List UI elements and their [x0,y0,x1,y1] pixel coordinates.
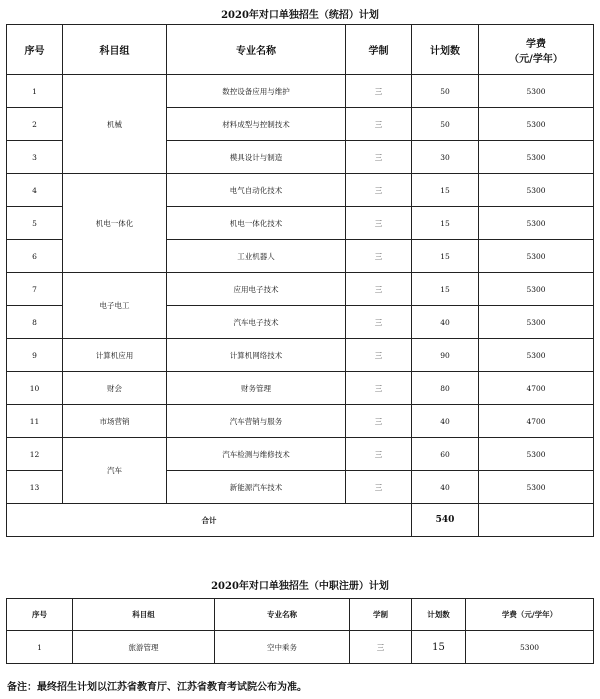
major-cell: 新能源汽车技术 [167,471,346,504]
plan-cell: 50 [412,75,479,108]
fee-cell: 4700 [479,372,594,405]
plan-cell: 50 [412,108,479,141]
fee-cell: 5300 [479,339,594,372]
duration-cell: 三 [346,240,412,273]
major-cell: 汽车电子技术 [167,306,346,339]
group-cell: 汽车 [63,438,167,504]
duration-cell: 三 [346,174,412,207]
table-row [7,75,594,108]
fee-cell: 5300 [479,75,594,108]
fee-cell: 5300 [479,306,594,339]
seq-cell: 2 [7,108,63,141]
seq-cell: 12 [7,438,63,471]
group-cell: 市场营销 [63,405,167,438]
group-cell: 计算机应用 [63,339,167,372]
duration-cell: 三 [346,108,412,141]
fee-cell: 5300 [479,240,594,273]
fee-cell: 5300 [479,108,594,141]
seq-cell: 4 [7,174,63,207]
table-row [7,438,594,471]
duration-cell: 三 [346,141,412,174]
table-row [7,631,594,664]
fee-cell: 5300 [479,141,594,174]
group-cell: 旅游管理 [73,631,215,664]
header-major: 专业名称 [167,25,346,75]
duration-cell: 三 [346,438,412,471]
duration-cell: 三 [350,631,412,664]
header-duration: 学制 [346,25,412,75]
table-row [7,339,594,372]
major-cell: 工业机器人 [167,240,346,273]
header-group: 科目组 [73,599,215,631]
plan-cell: 40 [412,306,479,339]
secondary-vocational-plan-table [6,598,594,664]
major-cell: 汽车检测与维修技术 [167,438,346,471]
duration-cell: 三 [346,75,412,108]
major-cell: 材料成型与控制技术 [167,108,346,141]
plan-cell: 15 [412,273,479,306]
seq-cell: 8 [7,306,63,339]
plan-cell: 15 [412,174,479,207]
header-plan: 计划数 [412,25,479,75]
seq-cell: 6 [7,240,63,273]
group-cell: 机电一体化 [63,174,167,273]
fee-cell: 5300 [466,631,594,664]
group-cell: 财会 [63,372,167,405]
duration-cell: 三 [346,471,412,504]
header-group: 科目组 [63,25,167,75]
plan-cell: 15 [412,240,479,273]
total-row [7,504,594,537]
major-cell: 空中乘务 [215,631,350,664]
total-value: 540 [412,504,479,537]
header-fee: 学费（元/学年） [466,599,594,631]
seq-cell: 3 [7,141,63,174]
fee-cell: 4700 [479,405,594,438]
seq-cell: 13 [7,471,63,504]
duration-cell: 三 [346,372,412,405]
duration-cell: 三 [346,339,412,372]
table2-header-row [7,599,594,631]
duration-cell: 三 [346,207,412,240]
duration-cell: 三 [346,273,412,306]
table-row [7,174,594,207]
plan-cell: 15 [412,207,479,240]
duration-cell: 三 [346,405,412,438]
plan-cell: 15 [412,631,466,664]
header-fee [479,25,594,75]
regular-admission-plan-table [6,24,594,537]
plan-cell: 40 [412,471,479,504]
major-cell: 电气自动化技术 [167,174,346,207]
seq-cell: 5 [7,207,63,240]
major-cell: 计算机网络技术 [167,339,346,372]
header-major: 专业名称 [215,599,350,631]
plan-cell: 60 [412,438,479,471]
header-duration: 学制 [350,599,412,631]
fee-cell: 5300 [479,207,594,240]
plan-cell: 30 [412,141,479,174]
major-cell: 财务管理 [167,372,346,405]
major-cell: 汽车营销与服务 [167,405,346,438]
major-cell: 模具设计与制造 [167,141,346,174]
major-cell: 机电一体化技术 [167,207,346,240]
header-seq: 序号 [7,25,63,75]
major-cell: 数控设备应用与维护 [167,75,346,108]
table2-title: 2020年对口单独招生（中职注册）计划 [211,581,389,592]
total-label: 合计 [7,504,412,537]
table1-header-row [7,25,594,75]
major-cell: 应用电子技术 [167,273,346,306]
header-fee-line1: 学费 [526,38,546,50]
plan-cell: 90 [412,339,479,372]
header-plan: 计划数 [412,599,466,631]
header-seq: 序号 [7,599,73,631]
table1-title: 2020年对口单独招生（统招）计划 [221,10,379,21]
plan-cell: 40 [412,405,479,438]
table-row [7,372,594,405]
fee-cell: 5300 [479,273,594,306]
group-cell: 电子电工 [63,273,167,339]
seq-cell: 1 [7,631,73,664]
table-row [7,405,594,438]
fee-cell: 5300 [479,471,594,504]
seq-cell: 9 [7,339,63,372]
duration-cell: 三 [346,306,412,339]
fee-cell: 5300 [479,174,594,207]
total-fee-empty [479,504,594,537]
seq-cell: 1 [7,75,63,108]
group-cell: 机械 [63,75,167,174]
plan-cell: 80 [412,372,479,405]
seq-cell: 11 [7,405,63,438]
header-fee-line2: （元/学年） [509,53,563,65]
fee-cell: 5300 [479,438,594,471]
table-row [7,273,594,306]
footnote: 备注：最终招生计划以江苏省教育厅、江苏省教育考试院公布为准。 [7,682,307,693]
seq-cell: 7 [7,273,63,306]
seq-cell: 10 [7,372,63,405]
